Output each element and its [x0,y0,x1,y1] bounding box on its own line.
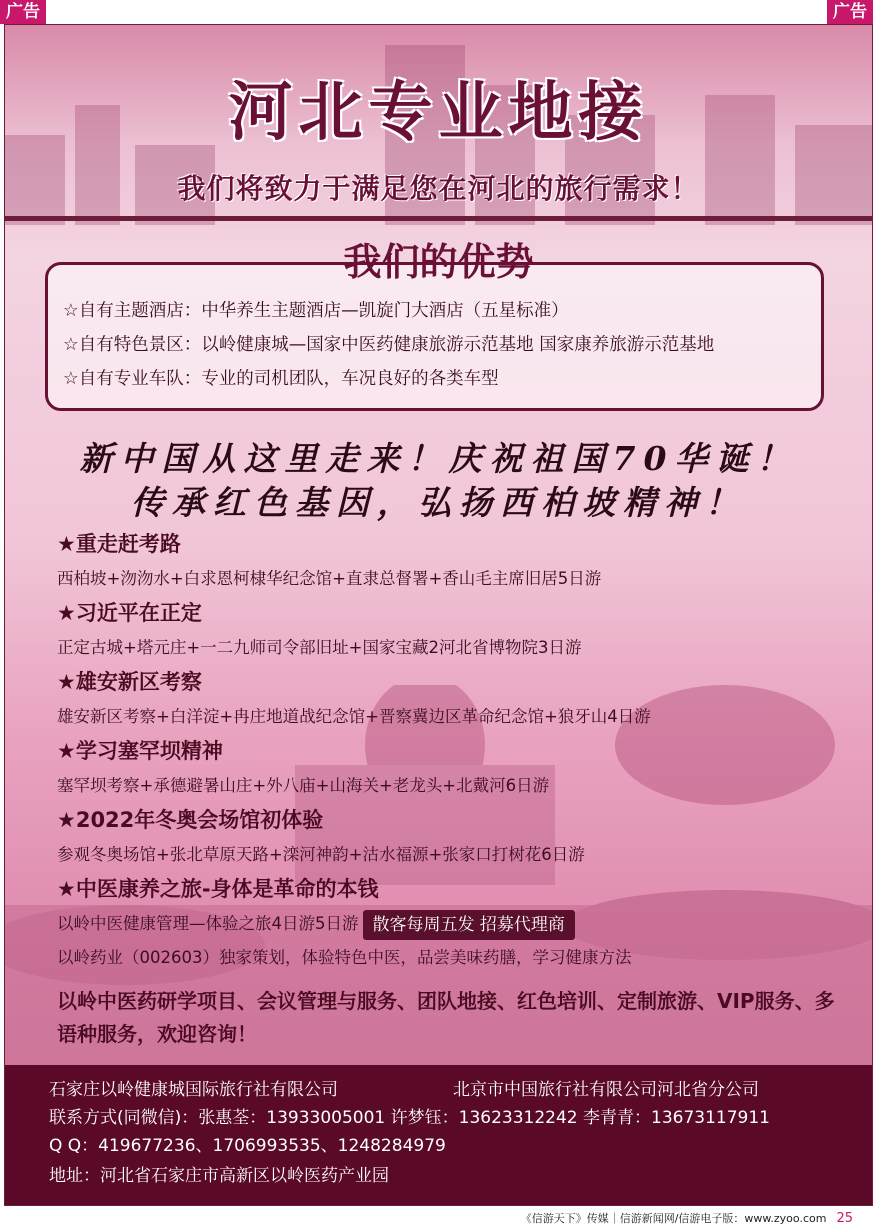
route-description: 雄安新区考察+白洋淀+冉庄地道战纪念馆+晋察冀边区革命纪念馆+狼牙山4日游 [57,707,651,726]
route-title: ★学习塞罕坝精神 [57,739,223,763]
address: 地址：河北省石家庄市高新区以岭医药产业园 [49,1166,389,1186]
advantage-item: ☆自有特色景区：以岭健康城—国家中医药健康旅游示范基地 国家康养旅游示范基地 [63,335,715,355]
contact-footer [5,1065,872,1205]
route-description: 正定古城+塔元庄+一二九师司令部旧址+国家宝藏2河北省博物院3日游 [57,638,582,657]
route-description-row [57,907,857,941]
advantage-item: ☆自有专业车队：专业的司机团队，车况良好的各类车型 [63,369,499,389]
company-name-1: 石家庄以岭健康城国际旅行社有限公司 [49,1080,338,1100]
route-title: ★重走赶考路 [57,532,181,556]
advantage-item: ☆自有主题酒店：中华养生主题酒店—凯旋门大酒店（五星标准） [63,301,569,321]
route-title: ★中医康养之旅-身体是革命的本钱 [57,877,379,901]
divider [5,216,872,221]
advantages-title: 我们的优势 [343,240,534,284]
route-description: 参观冬奥场馆+张北草原天路+滦河神韵+沽水福源+张家口打树花6日游 [57,845,585,864]
ad-label-right: 广告 [827,0,873,24]
slogan-line-1: 新中国从这里走来！庆祝祖国70华诞！ [79,439,798,478]
route-title: ★习近平在正定 [57,601,202,625]
route-title: ★2022年冬奥会场馆初体验 [57,808,324,832]
route-description-extra: 以岭药业（002603）独家策划，体验特色中医，品尝美味药膳，学习健康方法 [57,948,632,967]
ad-poster [4,24,873,1206]
qq-info: Q Q：419677236、1706993535、1248284979 [49,1136,446,1156]
advantages-list [63,294,714,396]
page-footer [0,1210,873,1230]
company-name-2: 北京市中国旅行社有限公司河北省分公司 [453,1080,759,1100]
slogan-line-2: 传承红色基因，弘扬西柏坡精神！ [131,483,746,522]
route-description: 塞罕坝考察+承德避暑山庄+外八庙+山海关+老龙头+北戴河6日游 [57,776,550,795]
route-description: 以岭中医健康管理—体验之旅4日游5日游 [57,914,359,933]
schedule-badge: 散客每周五发 招募代理商 [363,910,575,940]
ad-label-left: 广告 [0,0,46,24]
page-number: 25 [836,1211,853,1226]
publication-credit: 《信游天下》传媒｜信游新闻网/信游电子版：www.zyoo.com [520,1212,827,1225]
route-list [57,527,857,975]
route-description: 西柏坡+沕沕水+白求恩柯棣华纪念馆+直隶总督署+香山毛主席旧居5日游 [57,569,602,588]
services-summary: 以岭中医药研学项目、会议管理与服务、团队地接、红色培训、定制旅游、VIP服务、多语种服务，欢迎咨询！ [57,989,835,1046]
contact-info: 联系方式(同微信)：张惠荃：13933005001 许梦钰：13623312242 李青青：13673117911 [49,1108,770,1128]
main-title: 河北专业地接 [228,76,649,150]
route-title: ★雄安新区考察 [57,670,202,694]
subtitle: 我们将致力于满足您在河北的旅行需求！ [177,172,700,205]
